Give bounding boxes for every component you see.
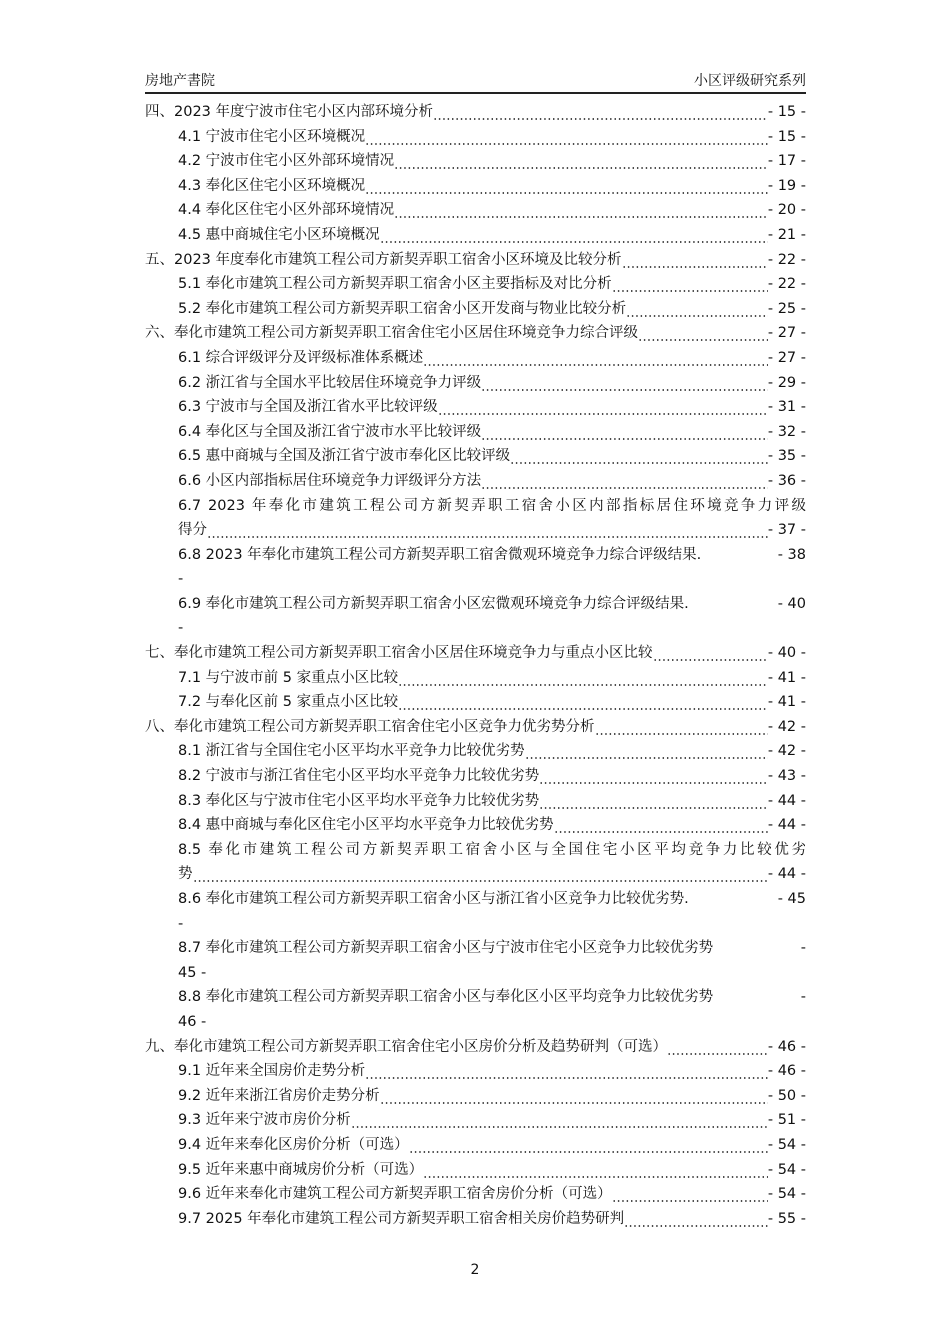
toc-entry[interactable] bbox=[145, 1010, 806, 1035]
dot-leader bbox=[481, 420, 768, 445]
toc-entry-page-continued: 45 - bbox=[178, 964, 207, 981]
dot-leader bbox=[433, 100, 768, 125]
toc-entry-title: 9.7 2025 年奉化市建筑工程公司方新契弄职工宿舍相关房价趋势研判 bbox=[178, 1210, 625, 1227]
toc-entry-page: - 55 - bbox=[767, 1210, 806, 1227]
dot-leader bbox=[380, 223, 768, 248]
toc-entry-page: - 31 - bbox=[767, 399, 806, 416]
toc-entry[interactable] bbox=[145, 469, 806, 494]
toc-entry[interactable] bbox=[145, 764, 806, 789]
toc-entry-title: 9.2 近年来浙江省房价走势分析 bbox=[178, 1087, 380, 1104]
dot-leader bbox=[624, 1207, 768, 1232]
toc-entry-page: - 36 - bbox=[767, 472, 806, 489]
toc-entry-title: 八、奉化市建筑工程公司方新契弄职工宿舍住宅小区竞争力优劣势分析 bbox=[145, 718, 595, 735]
dot-leader bbox=[622, 248, 768, 273]
toc-entry[interactable] bbox=[145, 715, 806, 740]
toc-entry-title: 9.6 近年来奉化市建筑工程公司方新契弄职工宿舍房价分析（可选） bbox=[178, 1186, 612, 1203]
toc-entry-page: - 54 - bbox=[767, 1161, 806, 1178]
toc-entry[interactable] bbox=[145, 1158, 806, 1183]
toc-entry-page: - 22 - bbox=[767, 251, 806, 268]
toc-entry-title: 七、奉化市建筑工程公司方新契弄职工宿舍小区居住环境竞争力与重点小区比较 bbox=[145, 645, 653, 662]
toc-entry[interactable] bbox=[145, 961, 806, 986]
toc-entry-page-continued: - bbox=[178, 571, 184, 588]
toc-entry-title: 4.3 奉化区住宅小区环境概况 bbox=[178, 177, 366, 194]
toc-entry[interactable] bbox=[145, 789, 806, 814]
toc-entry[interactable] bbox=[145, 862, 806, 887]
dot-leader bbox=[438, 395, 768, 420]
toc-entry-title: 6.7 2023 年奉化市建筑工程公司方新契弄职工宿舍小区内部指标居住环境竞争力评级 bbox=[178, 497, 806, 514]
toc-entry-title: 9.3 近年来宁波市房价分析 bbox=[178, 1112, 351, 1129]
toc-entry[interactable] bbox=[145, 100, 806, 125]
dot-leader bbox=[612, 272, 768, 297]
toc-entry-title: 5.1 奉化市建筑工程公司方新契弄职工宿舍小区主要指标及对比分析 bbox=[178, 276, 612, 293]
toc-entry-page: - 42 - bbox=[767, 718, 806, 735]
toc-entry[interactable] bbox=[145, 518, 806, 543]
dot-leader bbox=[394, 149, 768, 174]
header-left-title: 房地产書院 bbox=[145, 73, 215, 89]
dot-leader bbox=[554, 813, 768, 838]
toc-entry[interactable] bbox=[145, 616, 806, 641]
toc-entry[interactable] bbox=[145, 321, 806, 346]
toc-entry-title: 8.4 惠中商城与奉化区住宅小区平均水平竞争力比较优劣势 bbox=[178, 817, 554, 834]
toc-entry-page: - 22 - bbox=[767, 276, 806, 293]
dot-leader bbox=[539, 789, 768, 814]
dot-leader bbox=[481, 469, 768, 494]
toc-entry[interactable] bbox=[145, 297, 806, 322]
toc-entry-page: - 41 - bbox=[767, 694, 806, 711]
dot-leader bbox=[207, 518, 768, 543]
toc-entry-page: - 54 - bbox=[767, 1136, 806, 1153]
toc-entry[interactable] bbox=[145, 494, 806, 519]
toc-entry-page: - 46 - bbox=[767, 1038, 806, 1055]
dot-leader bbox=[539, 764, 768, 789]
dot-leader bbox=[667, 1035, 768, 1060]
toc-entry[interactable] bbox=[145, 174, 806, 199]
toc-entry-title: 5.2 奉化市建筑工程公司方新契弄职工宿舍小区开发商与物业比较分析 bbox=[178, 300, 627, 317]
toc-entry[interactable] bbox=[145, 1207, 806, 1232]
dot-leader bbox=[510, 444, 768, 469]
dot-leader bbox=[423, 346, 768, 371]
dot-leader bbox=[398, 666, 768, 691]
toc-entry-page: - 25 - bbox=[767, 300, 806, 317]
toc-entry-page: - 54 - bbox=[767, 1186, 806, 1203]
toc-entry-title: 8.1 浙江省与全国住宅小区平均水平竞争力比较优劣势 bbox=[178, 743, 525, 760]
toc-entry-page: - 15 - bbox=[767, 128, 806, 145]
toc-entry-title: 6.2 浙江省与全国水平比较居住环境竞争力评级 bbox=[178, 374, 482, 391]
dot-leader bbox=[595, 715, 768, 740]
toc-entry-title: 9.4 近年来奉化区房价分析（可选） bbox=[178, 1136, 409, 1153]
dot-leader bbox=[626, 297, 768, 322]
toc-entry-page: - 15 - bbox=[767, 104, 806, 120]
toc-entry[interactable] bbox=[145, 223, 806, 248]
dot-leader bbox=[525, 739, 768, 764]
toc-entry-title: 五、2023 年度奉化市建筑工程公司方新契弄职工宿舍小区环境及比较分析 bbox=[145, 251, 622, 268]
toc-entry-page: - 35 - bbox=[767, 448, 806, 465]
dot-leader bbox=[398, 690, 768, 715]
toc-entry[interactable] bbox=[145, 420, 806, 445]
toc-entry-page: - 42 - bbox=[767, 743, 806, 760]
toc-entry-page: - 50 - bbox=[767, 1087, 806, 1104]
toc-entry-title: 4.1 宁波市住宅小区环境概况 bbox=[178, 128, 366, 145]
toc-entry-title: 6.6 小区内部指标居住环境竞争力评级评分方法 bbox=[178, 472, 482, 489]
toc-entry-page: - 37 - bbox=[767, 522, 806, 539]
toc-entry[interactable] bbox=[145, 1108, 806, 1133]
dot-leader bbox=[638, 321, 768, 346]
toc-entry-page: - 17 - bbox=[767, 153, 806, 170]
toc-entry-page-continued: - bbox=[178, 915, 184, 932]
toc-entry[interactable] bbox=[145, 739, 806, 764]
toc-entry-title: 8.8 奉化市建筑工程公司方新契弄职工宿舍小区与奉化区小区平均竞争力比较优劣势 bbox=[178, 989, 714, 1006]
toc-entry[interactable] bbox=[145, 641, 806, 666]
toc-entry-page: - 19 - bbox=[767, 177, 806, 194]
toc-entry-page: - bbox=[800, 940, 806, 957]
toc-entry[interactable] bbox=[145, 936, 806, 961]
toc-entry[interactable] bbox=[145, 543, 806, 568]
toc-entry-page: - 46 - bbox=[767, 1063, 806, 1080]
toc-entry-title: 8.3 奉化区与宁波市住宅小区平均水平竞争力比较优劣势 bbox=[178, 792, 540, 809]
dot-leader bbox=[653, 641, 768, 666]
dot-leader bbox=[193, 862, 768, 887]
toc-entry-page: - 40 bbox=[777, 595, 806, 612]
toc-entry-title: 6.8 2023 年奉化市建筑工程公司方新契弄职工宿舍微观环境竞争力综合评级结果. bbox=[178, 546, 702, 563]
page-number: 2 bbox=[470, 1262, 480, 1278]
dot-leader bbox=[423, 1158, 768, 1183]
toc-entry[interactable] bbox=[145, 985, 806, 1010]
toc-entry[interactable] bbox=[145, 887, 806, 912]
toc-entry-title: 4.4 奉化区住宅小区外部环境情况 bbox=[178, 202, 395, 219]
toc-entry[interactable] bbox=[145, 272, 806, 297]
toc-entry-page: - 44 - bbox=[767, 817, 806, 834]
toc-entry-page: - 21 - bbox=[767, 226, 806, 243]
toc-entry-page: - 27 - bbox=[767, 349, 806, 366]
toc-entry-title: 九、奉化市建筑工程公司方新契弄职工宿舍住宅小区房价分析及趋势研判（可选） bbox=[145, 1038, 667, 1055]
toc-entry-page: - 44 - bbox=[767, 866, 806, 883]
dot-leader bbox=[481, 371, 768, 396]
toc-entry-title: 6.5 惠中商城与全国及浙江省宁波市奉化区比较评级 bbox=[178, 448, 511, 465]
toc-entry[interactable] bbox=[145, 567, 806, 592]
toc-entry-title: 4.5 惠中商城住宅小区环境概况 bbox=[178, 226, 380, 243]
toc-entry-title: 四、2023 年度宁波市住宅小区内部环境分析 bbox=[145, 104, 434, 120]
table-of-contents bbox=[145, 100, 806, 1231]
toc-entry-page-continued: - bbox=[178, 620, 184, 637]
toc-entry-title: 9.5 近年来惠中商城房价分析（可选） bbox=[178, 1161, 424, 1178]
dot-leader bbox=[380, 1084, 768, 1109]
toc-entry-title: 6.1 综合评级评分及评级标准体系概述 bbox=[178, 349, 424, 366]
dot-leader bbox=[394, 198, 768, 223]
toc-entry[interactable] bbox=[145, 1182, 806, 1207]
page-header bbox=[145, 66, 806, 94]
toc-entry-title: 6.3 宁波市与全国及浙江省水平比较评级 bbox=[178, 399, 438, 416]
dot-leader bbox=[365, 1059, 768, 1084]
toc-entry[interactable] bbox=[145, 248, 806, 273]
toc-entry[interactable] bbox=[145, 912, 806, 937]
toc-entry[interactable] bbox=[145, 666, 806, 691]
toc-entry-title: 6.9 奉化市建筑工程公司方新契弄职工宿舍小区宏微观环境竞争力综合评级结果. bbox=[178, 595, 689, 612]
dot-leader bbox=[365, 125, 768, 150]
toc-entry-title-continued: 得分 bbox=[178, 522, 207, 539]
toc-entry[interactable] bbox=[145, 690, 806, 715]
toc-entry[interactable] bbox=[145, 125, 806, 150]
toc-entry-page: - 45 bbox=[777, 891, 806, 907]
toc-entry[interactable] bbox=[145, 1035, 806, 1060]
toc-entry[interactable] bbox=[145, 1084, 806, 1109]
toc-entry-title: 9.1 近年来全国房价走势分析 bbox=[178, 1063, 366, 1080]
toc-entry-title: 8.5 奉化市建筑工程公司方新契弄职工宿舍小区与全国住宅小区平均竞争力比较优劣 bbox=[178, 841, 806, 858]
toc-entry[interactable] bbox=[145, 813, 806, 838]
toc-entry-page: - 44 - bbox=[767, 792, 806, 809]
toc-entry[interactable] bbox=[145, 1059, 806, 1084]
toc-entry-title: 7.2 与奉化区前 5 家重点小区比较 bbox=[178, 694, 399, 711]
toc-entry-title: 7.1 与宁波市前 5 家重点小区比较 bbox=[178, 669, 399, 686]
toc-entry[interactable] bbox=[145, 371, 806, 396]
toc-entry-title: 8.2 宁波市与浙江省住宅小区平均水平竞争力比较优劣势 bbox=[178, 768, 540, 785]
toc-entry[interactable] bbox=[145, 198, 806, 223]
toc-entry-page: - 41 - bbox=[767, 669, 806, 686]
toc-entry-title-continued: 势 bbox=[178, 866, 193, 883]
dot-leader bbox=[612, 1182, 768, 1207]
toc-entry[interactable] bbox=[145, 838, 806, 863]
toc-entry-page: - 20 - bbox=[767, 202, 806, 219]
toc-entry-page: - 29 - bbox=[767, 374, 806, 391]
toc-entry-page: - 43 - bbox=[767, 768, 806, 785]
toc-entry-page: - 38 bbox=[777, 546, 806, 563]
toc-entry-page: - 27 - bbox=[767, 325, 806, 342]
toc-entry[interactable] bbox=[145, 592, 806, 617]
toc-entry-title: 6.4 奉化区与全国及浙江省宁波市水平比较评级 bbox=[178, 423, 482, 440]
toc-entry[interactable] bbox=[145, 444, 806, 469]
dot-leader bbox=[409, 1133, 768, 1158]
dot-leader bbox=[365, 174, 768, 199]
toc-entry[interactable] bbox=[145, 1133, 806, 1158]
toc-entry-page-continued: 46 - bbox=[178, 1013, 207, 1030]
toc-entry-title: 4.2 宁波市住宅小区外部环境情况 bbox=[178, 153, 395, 170]
toc-entry-page: - bbox=[800, 989, 806, 1006]
toc-entry[interactable] bbox=[145, 395, 806, 420]
header-right-title: 小区评级研究系列 bbox=[694, 73, 806, 89]
toc-entry[interactable] bbox=[145, 346, 806, 371]
dot-leader bbox=[351, 1108, 768, 1133]
toc-entry-title: 8.6 奉化市建筑工程公司方新契弄职工宿舍小区与浙江省小区竞争力比较优劣势. bbox=[178, 891, 689, 907]
toc-entry-page: - 40 - bbox=[767, 645, 806, 662]
toc-entry-title: 六、奉化市建筑工程公司方新契弄职工宿舍住宅小区居住环境竞争力综合评级 bbox=[145, 325, 638, 342]
toc-entry-page: - 32 - bbox=[767, 423, 806, 440]
toc-entry[interactable] bbox=[145, 149, 806, 174]
toc-entry-title: 8.7 奉化市建筑工程公司方新契弄职工宿舍小区与宁波市住宅小区竞争力比较优劣势 bbox=[178, 940, 714, 957]
toc-entry-page: - 51 - bbox=[767, 1112, 806, 1129]
